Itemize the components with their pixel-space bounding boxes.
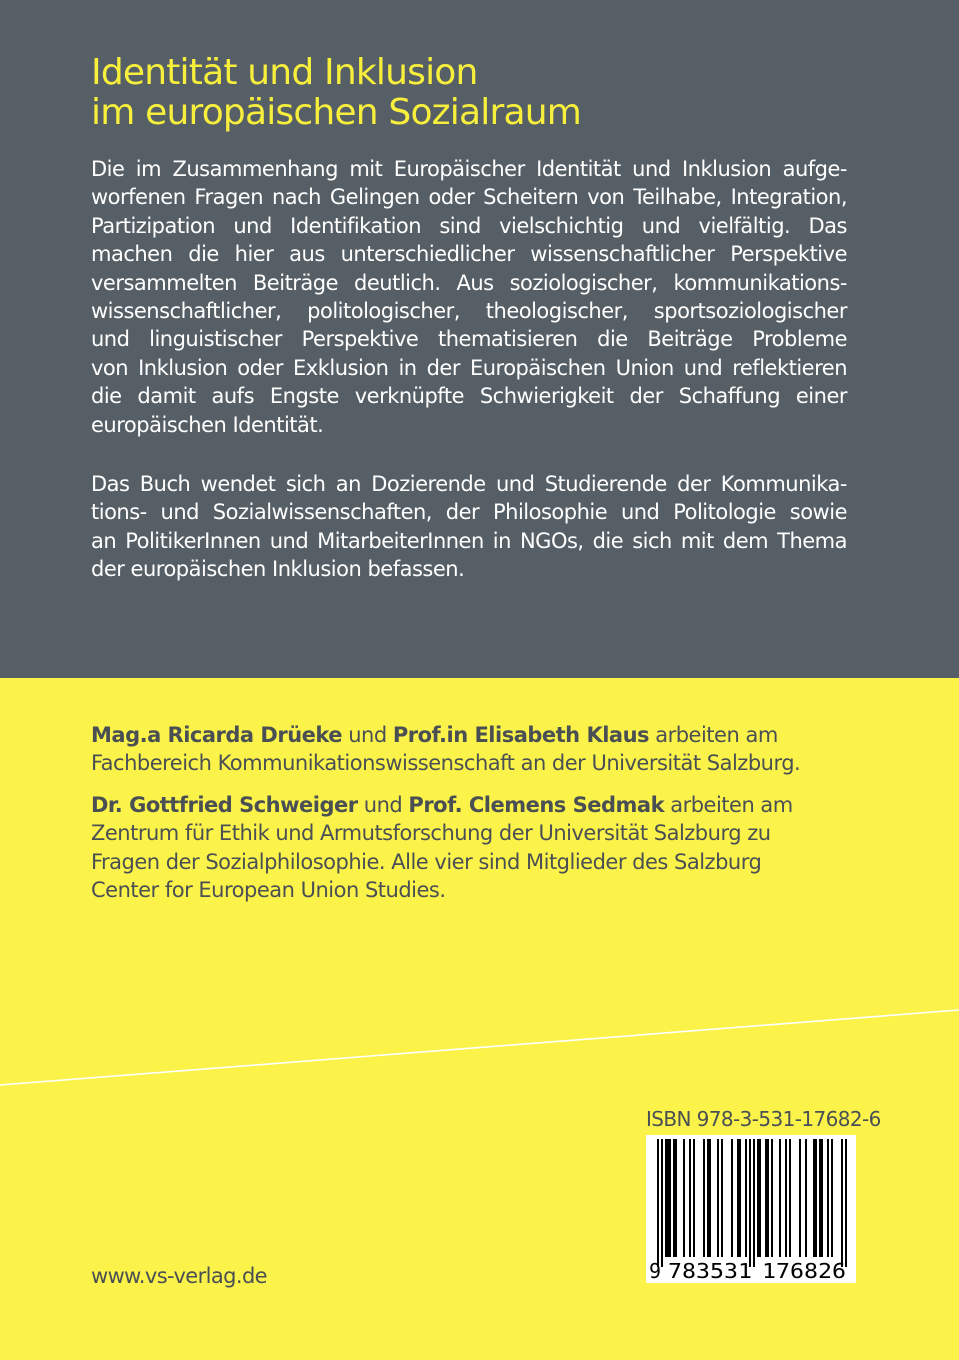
barcode-bar — [757, 1139, 759, 1257]
barcode-bar — [827, 1139, 829, 1257]
barcode-bar — [759, 1139, 761, 1257]
book-title — [91, 53, 581, 133]
barcode-bar — [821, 1139, 823, 1257]
barcode-bar — [845, 1139, 847, 1267]
description-line: Die im Zusammenhang mit Europäischer Identität und Inklusion aufge- — [91, 157, 847, 181]
barcode-bar — [771, 1139, 773, 1257]
barcode-bars — [657, 1139, 847, 1267]
description-line: Partizipation und Identifikation sind vielschichtig und vielfältig. Das — [91, 213, 847, 238]
barcode-bar — [739, 1139, 741, 1257]
authors-line — [91, 721, 800, 749]
barcode-bar — [767, 1139, 769, 1257]
barcode-bar — [813, 1139, 815, 1257]
barcode-bar — [673, 1139, 675, 1257]
barcode-bar — [819, 1139, 821, 1257]
barcode-bar — [721, 1139, 723, 1257]
title-line-1: Identität und Inklusion — [91, 52, 478, 93]
authors-line: Fragen der Sozialphilosophie. Alle vier sind Mitglieder des Salzburg — [91, 849, 762, 874]
barcode-bar — [675, 1139, 677, 1257]
barcode-bar — [731, 1139, 733, 1257]
barcode-bar — [785, 1139, 787, 1257]
barcode-bar — [815, 1139, 817, 1257]
barcode-bar — [657, 1139, 659, 1267]
authors-line — [91, 791, 793, 819]
authors-line: Center for European Union Studies. — [91, 878, 446, 903]
description-line: worfenen Fragen nach Gelingen oder Scheitern von Teilhabe, Integration, — [91, 185, 847, 210]
authors-paragraph-2 — [91, 791, 793, 905]
author-name: Prof. Clemens Sedmak — [408, 793, 665, 817]
description-line: tions- und Sozialwissenschaften, der Philosophie und Politologie sowie — [91, 500, 847, 525]
barcode-bar — [709, 1139, 711, 1257]
barcode-lead-digit: 9 — [649, 1259, 662, 1283]
barcode-bar — [661, 1139, 663, 1267]
barcode-bar — [745, 1139, 747, 1257]
barcode-bar — [737, 1139, 739, 1257]
barcode-bar — [693, 1139, 695, 1257]
description-line: europäischen Identität. — [91, 412, 324, 437]
barcode-bar — [707, 1139, 709, 1257]
conjunction: und — [342, 723, 393, 747]
website-url[interactable]: www.vs-verlag.de — [91, 1264, 267, 1288]
barcode — [646, 1135, 856, 1283]
barcode-graphic — [646, 1135, 856, 1283]
description-paragraph-2 — [91, 470, 847, 584]
barcode-bar — [799, 1139, 801, 1257]
barcode-bar — [765, 1139, 767, 1257]
barcode-left-digits: 783531 — [668, 1259, 752, 1283]
barcode-bar — [683, 1139, 685, 1257]
description-line: und linguistischer Perspektive thematisieren die Beiträge Probleme — [91, 327, 847, 352]
isbn-label: ISBN 978-3-531-17682-6 — [646, 1107, 881, 1131]
authors-line: Fachbereich Kommunikationswissenschaft an der Universität Salzburg. — [91, 751, 801, 776]
barcode-bar — [749, 1139, 751, 1267]
description-line: machen die hier aus unterschiedlicher wissenschaftlicher Perspektive — [91, 242, 847, 267]
barcode-bar — [831, 1139, 833, 1257]
description-line: an PolitikerInnen und MitarbeiterInnen in NGOs, die sich mit dem Thema — [91, 528, 847, 553]
barcode-bar — [665, 1139, 667, 1257]
barcode-bar — [805, 1139, 807, 1257]
description-paragraph-1 — [91, 155, 847, 439]
author-name: Prof.in Elisabeth Klaus — [392, 723, 650, 747]
barcode-bar — [779, 1139, 781, 1257]
barcode-right-digits: 176826 — [762, 1259, 846, 1283]
conjunction: und — [357, 793, 409, 817]
authors-text: arbeiten am — [664, 793, 793, 817]
author-name: Dr. Gottfried Schweiger — [91, 793, 358, 817]
barcode-bar — [841, 1139, 843, 1267]
barcode-bar — [789, 1139, 791, 1257]
authors-line: Zentrum für Ethik und Armutsforschung der Universität Salzburg zu — [91, 821, 771, 846]
barcode-bar — [703, 1139, 705, 1257]
description-line: wissenschaftlicher, politologischer, theologischer, sportsoziologischer — [91, 299, 847, 324]
author-name: Mag.a Ricarda Drüeke — [91, 723, 343, 747]
barcode-bar — [669, 1139, 671, 1257]
description-line: Das Buch wendet sich an Dozierende und Studierende der Kommunika- — [91, 472, 847, 496]
description-line: die damit aufs Engste verknüpfte Schwierigkeit der Schaffung einer — [91, 384, 847, 409]
title-line-2: im europäischen Sozialraum — [91, 92, 581, 133]
barcode-bar — [753, 1139, 755, 1267]
barcode-bar — [689, 1139, 691, 1257]
authors-text: arbeiten am — [649, 723, 778, 747]
description-line: der europäischen Inklusion befassen. — [91, 557, 465, 582]
description-line: versammelten Beiträge deutlich. Aus soziologischer, kommunikations- — [91, 270, 847, 295]
description-line: von Inklusion oder Exklusion in der Europäischen Union und reflektieren — [91, 355, 847, 380]
barcode-bar — [717, 1139, 719, 1257]
barcode-bar — [667, 1139, 669, 1257]
authors-paragraph-1 — [91, 721, 800, 778]
